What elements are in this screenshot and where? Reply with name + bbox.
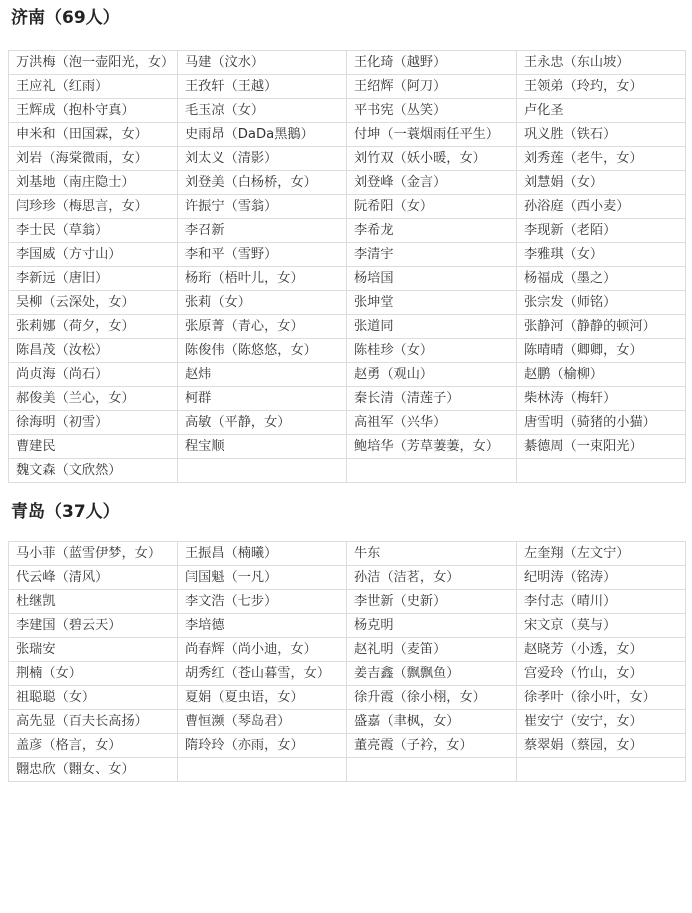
table-cell: 张道同 <box>347 315 517 339</box>
table-cell <box>178 459 347 483</box>
table-cell: 董亮霞（子衿，女） <box>347 734 517 758</box>
table-row <box>9 243 686 267</box>
table-cell: 李士民（草翁） <box>9 219 178 243</box>
table-cell: 盛嘉（聿枫，女） <box>347 710 517 734</box>
table-cell: 代云峰（清风） <box>9 566 178 590</box>
table-cell: 王绍辉（阿刀） <box>347 75 517 99</box>
table-cell: 柯群 <box>178 387 347 411</box>
roster-table-jinan <box>8 50 686 483</box>
table-row <box>9 734 686 758</box>
table-cell: 阮希阳（女） <box>347 195 517 219</box>
table-row <box>9 542 686 566</box>
table-cell: 李文浩（七步） <box>178 590 347 614</box>
table-cell: 史雨昂（DaDa黑鵝） <box>178 123 347 147</box>
table-cell: 李和平（雪野） <box>178 243 347 267</box>
table-cell: 柴林涛（梅轩） <box>517 387 686 411</box>
table-cell: 卢化圣 <box>517 99 686 123</box>
table-cell: 徐海明（初雪） <box>9 411 178 435</box>
table-row <box>9 315 686 339</box>
table-cell: 马建（汶水） <box>178 51 347 75</box>
table-cell: 隋玲玲（亦雨，女） <box>178 734 347 758</box>
table-cell: 宫爱玲（竹山，女） <box>517 662 686 686</box>
table-row <box>9 459 686 483</box>
table-cell: 高祖军（兴华） <box>347 411 517 435</box>
table-row <box>9 147 686 171</box>
table-row <box>9 267 686 291</box>
table-cell: 左奎翔（左文宁） <box>517 542 686 566</box>
table-row <box>9 51 686 75</box>
table-cell: 张宗发（师铭） <box>517 291 686 315</box>
table-cell: 吴柳（云深处，女） <box>9 291 178 315</box>
table-row <box>9 195 686 219</box>
table-cell: 宋文京（莫与） <box>517 614 686 638</box>
table-cell: 高敏（平静，女） <box>178 411 347 435</box>
table-cell: 刘登峰（金言） <box>347 171 517 195</box>
table-cell <box>517 758 686 782</box>
table-row <box>9 614 686 638</box>
table-cell: 马小菲（蓝雪伊梦，女） <box>9 542 178 566</box>
table-cell: 刘秀莲（老牛，女） <box>517 147 686 171</box>
table-cell: 杨珩（梧叶儿，女） <box>178 267 347 291</box>
table-cell: 魏文森（文欣然） <box>9 459 178 483</box>
table-cell: 许振宁（雪翁） <box>178 195 347 219</box>
table-cell: 王领弟（玲玓，女） <box>517 75 686 99</box>
table-cell: 张坤堂 <box>347 291 517 315</box>
table-cell: 姜吉鑫（飘飘鱼） <box>347 662 517 686</box>
table-row <box>9 291 686 315</box>
table-cell <box>347 459 517 483</box>
table-cell: 张莉娜（荷夕，女） <box>9 315 178 339</box>
table-row <box>9 171 686 195</box>
table-cell: 尚贞海（尚石） <box>9 363 178 387</box>
table-cell: 李世新（史新） <box>347 590 517 614</box>
section-title-jinan: 济南（69人） <box>11 8 120 28</box>
table-cell: 盖彦（格言，女） <box>9 734 178 758</box>
table-cell: 杨培国 <box>347 267 517 291</box>
table-cell: 刘登美（白杨桥，女） <box>178 171 347 195</box>
section-title-qingdao: 青岛（37人） <box>11 502 120 522</box>
table-cell: 刘竹双（妖小暖，女） <box>347 147 517 171</box>
table-cell: 巩义胜（铁石） <box>517 123 686 147</box>
table-cell: 毛玉凉（女） <box>178 99 347 123</box>
table-cell: 闫国魁（一凡） <box>178 566 347 590</box>
table-cell: 孙洁（洁茗，女） <box>347 566 517 590</box>
table-row <box>9 75 686 99</box>
roster-table-qingdao <box>8 541 686 782</box>
table-cell: 程宝顺 <box>178 435 347 459</box>
table-cell: 张莉（女） <box>178 291 347 315</box>
table-cell: 平书宪（丛笑） <box>347 99 517 123</box>
table-row <box>9 590 686 614</box>
table-cell <box>517 459 686 483</box>
table-row <box>9 435 686 459</box>
table-row <box>9 411 686 435</box>
table-cell: 李清宇 <box>347 243 517 267</box>
table-cell: 赵鹏（榆柳） <box>517 363 686 387</box>
table-cell: 胡秀红（苍山暮雪，女） <box>178 662 347 686</box>
table-cell: 刘基地（南庄隐士） <box>9 171 178 195</box>
table-row <box>9 123 686 147</box>
table-cell: 李国威（方寸山） <box>9 243 178 267</box>
table-row <box>9 339 686 363</box>
table-row <box>9 99 686 123</box>
table-row <box>9 662 686 686</box>
table-cell: 高先显（百夫长高扬） <box>9 710 178 734</box>
table-cell: 王永忠（东山坡） <box>517 51 686 75</box>
table-cell: 郝俊美（兰心，女） <box>9 387 178 411</box>
table-row <box>9 363 686 387</box>
table-cell: 刘慧娟（女） <box>517 171 686 195</box>
table-cell: 王辉成（抱朴守真） <box>9 99 178 123</box>
table-cell: 付坤（一蓑烟雨任平生） <box>347 123 517 147</box>
table-cell: 李新远（唐旧） <box>9 267 178 291</box>
table-cell: 孙浴庭（西小麦） <box>517 195 686 219</box>
table-cell: 唐雪明（骑猪的小猫） <box>517 411 686 435</box>
table-cell: 曹恒濒（琴岛君） <box>178 710 347 734</box>
table-row <box>9 566 686 590</box>
table-cell: 牛东 <box>347 542 517 566</box>
table-cell: 赵晓芳（小透，女） <box>517 638 686 662</box>
table-row <box>9 387 686 411</box>
table-row <box>9 758 686 782</box>
table-cell <box>178 758 347 782</box>
table-cell: 曹建民 <box>9 435 178 459</box>
table-cell: 李希龙 <box>347 219 517 243</box>
table-row <box>9 638 686 662</box>
table-cell: 王孜轩（王越） <box>178 75 347 99</box>
table-cell: 李雅琪（女） <box>517 243 686 267</box>
table-cell: 鲍培华（芳草萋萋，女） <box>347 435 517 459</box>
table-cell: 秦长清（清莲子） <box>347 387 517 411</box>
table-cell: 王振昌（楠曦） <box>178 542 347 566</box>
table-cell: 崔安宁（安宁，女） <box>517 710 686 734</box>
table-cell: 陈晴晴（卿卿，女） <box>517 339 686 363</box>
table-cell: 杨福成（墨之） <box>517 267 686 291</box>
table-cell: 翾忠欣（翾女、女） <box>9 758 178 782</box>
table-cell: 荆楠（女） <box>9 662 178 686</box>
table-cell: 徐升霞（徐小栩，女） <box>347 686 517 710</box>
table-cell: 蔡翠娟（蔡园，女） <box>517 734 686 758</box>
table-cell: 赵炜 <box>178 363 347 387</box>
table-cell: 闫珍珍（梅思言，女） <box>9 195 178 219</box>
table-cell: 杨克明 <box>347 614 517 638</box>
table-cell: 赵礼明（麦笛） <box>347 638 517 662</box>
table-cell <box>347 758 517 782</box>
table-cell: 王应礼（红雨） <box>9 75 178 99</box>
table-cell: 申米和（田国霖，女） <box>9 123 178 147</box>
table-cell: 纪明涛（铭涛） <box>517 566 686 590</box>
table-cell: 李培德 <box>178 614 347 638</box>
table-cell: 陈俊伟（陈悠悠，女） <box>178 339 347 363</box>
table-cell: 刘太义（清影） <box>178 147 347 171</box>
table-cell: 綦德周（一束阳光） <box>517 435 686 459</box>
table-cell: 陈桂珍（女） <box>347 339 517 363</box>
table-cell: 李建国（碧云天） <box>9 614 178 638</box>
table-cell: 赵勇（观山） <box>347 363 517 387</box>
table-cell: 张原菁（青心，女） <box>178 315 347 339</box>
table-cell: 尚春辉（尚小迪，女） <box>178 638 347 662</box>
table-cell: 刘岩（海棠微雨，女） <box>9 147 178 171</box>
table-cell: 杜继凯 <box>9 590 178 614</box>
table-cell: 张静河（静静的顿河） <box>517 315 686 339</box>
table-cell: 张瑞安 <box>9 638 178 662</box>
table-cell: 万洪梅（泡一壶阳光，女） <box>9 51 178 75</box>
table-cell: 王化琦（越野） <box>347 51 517 75</box>
table-cell: 祖聪聪（女） <box>9 686 178 710</box>
table-cell: 徐孝叶（徐小叶，女） <box>517 686 686 710</box>
table-cell: 李现新（老陌） <box>517 219 686 243</box>
table-cell: 李召新 <box>178 219 347 243</box>
table-row <box>9 219 686 243</box>
table-cell: 李付志（晴川） <box>517 590 686 614</box>
table-cell: 夏娟（夏虫语，女） <box>178 686 347 710</box>
table-row <box>9 686 686 710</box>
table-row <box>9 710 686 734</box>
table-cell: 陈昌茂（汝松） <box>9 339 178 363</box>
